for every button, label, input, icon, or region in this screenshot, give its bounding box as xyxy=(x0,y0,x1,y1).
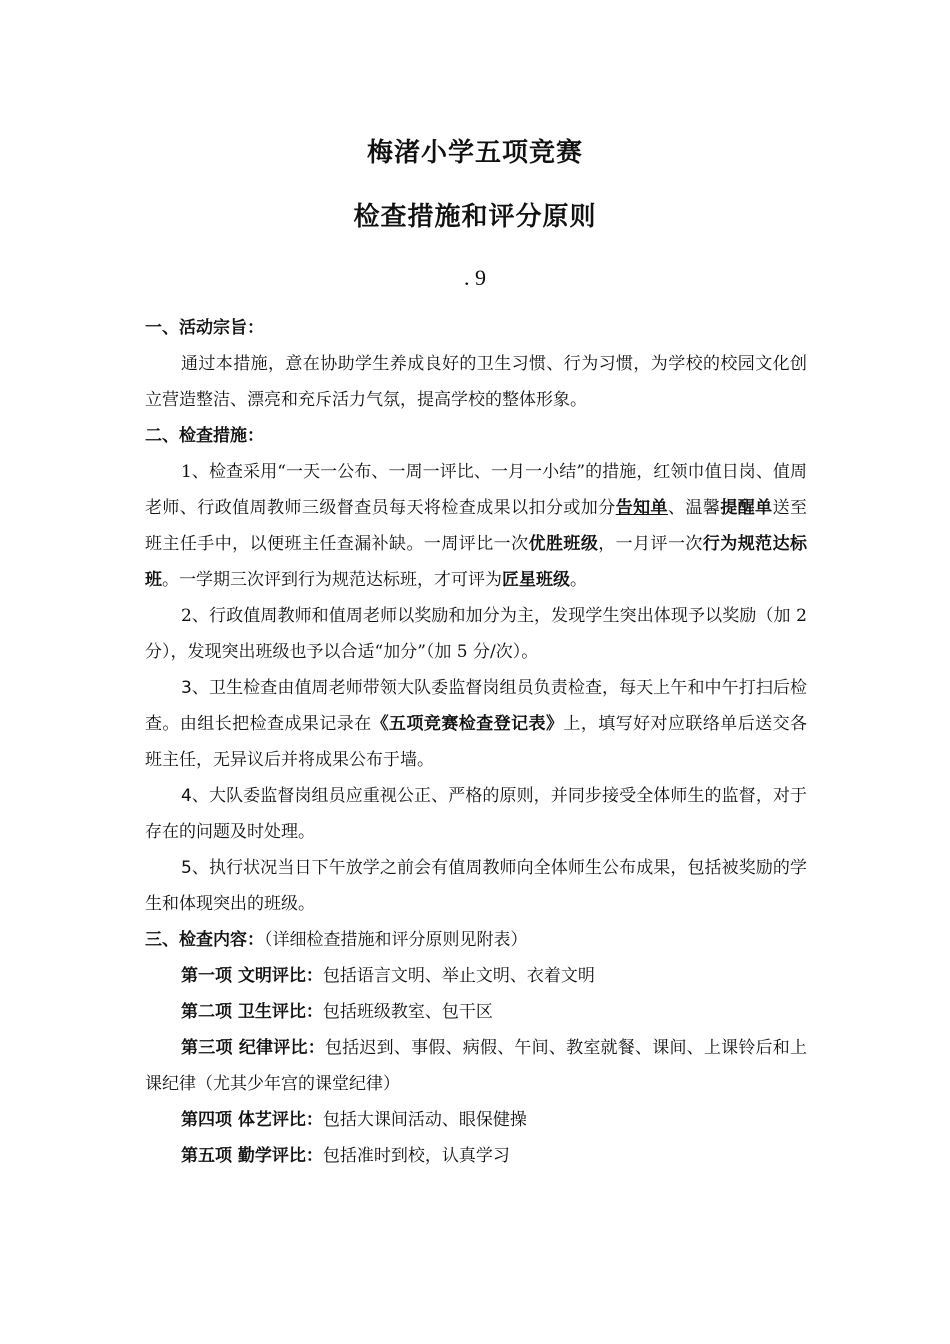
document-body xyxy=(145,310,807,1174)
star-class-term: 匠星班级 xyxy=(502,570,570,590)
check-item-text: 包括准时到校，认真学习 xyxy=(322,1146,510,1166)
p5-number: 5 xyxy=(181,858,192,878)
check-item-text: 包括大课间活动、眼保健操 xyxy=(322,1110,527,1130)
p3-text-a: 、卫生检查由值周老师带领大队委监督岗组员负责检查，每天上午和中午打扫后检查。由组长把检查成果记录在 xyxy=(145,678,807,734)
check-item-label: 第二项 卫生评比： xyxy=(181,1002,323,1022)
section1-heading: 一、活动宗旨： xyxy=(145,318,264,338)
check-item xyxy=(145,994,807,1030)
register-form-term: 《五项竞赛检查登记表》 xyxy=(371,714,564,734)
p1-text-g: 。 xyxy=(570,570,587,590)
check-item xyxy=(145,1030,807,1102)
notice-slip-term: 告知单 xyxy=(615,498,668,518)
check-item-text: 包括语言文明、举止文明、衣着文明 xyxy=(322,966,595,986)
section2-paragraph-4 xyxy=(145,778,807,850)
document-title-line1: 梅渚小学五项竞赛 xyxy=(366,138,583,168)
p1-text-a: 1、检查采用“一天一公布、一周一评比、一月一小结”的措施，红领巾值日岗、值周老师、行政值周教师三级督查员每天将检查成果以扣分或加分 xyxy=(145,462,807,518)
p1-text-d: 送至班主任手中，以便班主任查漏补缺。一周评比一次 xyxy=(145,498,808,554)
p1-text-e: ，一月评一次 xyxy=(598,534,703,554)
p5-text-a: 、执行状况当日下午放学之前会有值周教师向全体师生公布成果，包括被奖励的学生和体现突出的班级。 xyxy=(145,858,807,914)
section2-paragraph-2: 2、行政值周教师和值周老师以奖励和加分为主，发现学生突出体现予以奖励（加 2 分），发现突出班级也予以合适“加分”（加 5 分/次）。 xyxy=(145,606,807,662)
excellent-class-term: 优胜班级 xyxy=(528,534,599,554)
check-item-label: 第五项 勤学评比： xyxy=(181,1146,323,1166)
section3-heading: 三、检查内容： xyxy=(145,930,264,950)
reminder-slip-term: 提醒单 xyxy=(720,498,773,518)
check-item-text: 包括班级教室、包干区 xyxy=(322,1002,493,1022)
check-item-label: 第三项 纪律评比： xyxy=(181,1038,325,1058)
check-item xyxy=(145,1138,807,1174)
document-title-line2: 检查措施和评分原则 xyxy=(353,202,597,232)
section2-paragraph-1 xyxy=(145,454,807,598)
check-item xyxy=(145,1102,807,1138)
p1-text-f: 。一学期三次评到行为规范达标班，才可评为 xyxy=(162,570,502,590)
p4-number: 4 xyxy=(181,786,192,806)
p4-text-a: 、大队委监督岗组员应重视公正、严格的原则，并同步接受全体师生的监督，对于存在的问题及时处理。 xyxy=(145,786,807,842)
p1-text-c: 、温馨 xyxy=(668,498,721,518)
standard-class-term: 行为规范达标班 xyxy=(145,534,808,590)
check-item-text: 包括迟到、事假、病假、午间、教室就餐、课间、上课铃后和上课纪律（尤其少年宫的课堂纪律） xyxy=(145,1038,808,1094)
section3-heading-line xyxy=(145,922,807,958)
section2-paragraph-3 xyxy=(145,670,807,778)
section3-note: （详细检查措施和评分原则见附表） xyxy=(264,930,528,950)
section2-paragraph-5 xyxy=(145,850,807,922)
check-item-label: 第一项 文明评比： xyxy=(181,966,323,986)
check-item xyxy=(145,958,807,994)
document-date: . 9 xyxy=(464,265,486,290)
p3-number: 3 xyxy=(181,678,192,698)
section1-paragraph: 通过本措施，意在协助学生养成良好的卫生习惯、行为习惯，为学校的校园文化创立营造整洁、漂亮和充斥活力气氛，提高学校的整体形象。 xyxy=(145,354,807,410)
p3-text-c: 上，填写好对应联络单后送交各班主任，无异议后并将成果公布于墙。 xyxy=(145,714,808,770)
check-item-label: 第四项 体艺评比： xyxy=(181,1110,323,1130)
section2-heading: 二、检查措施： xyxy=(145,426,264,446)
